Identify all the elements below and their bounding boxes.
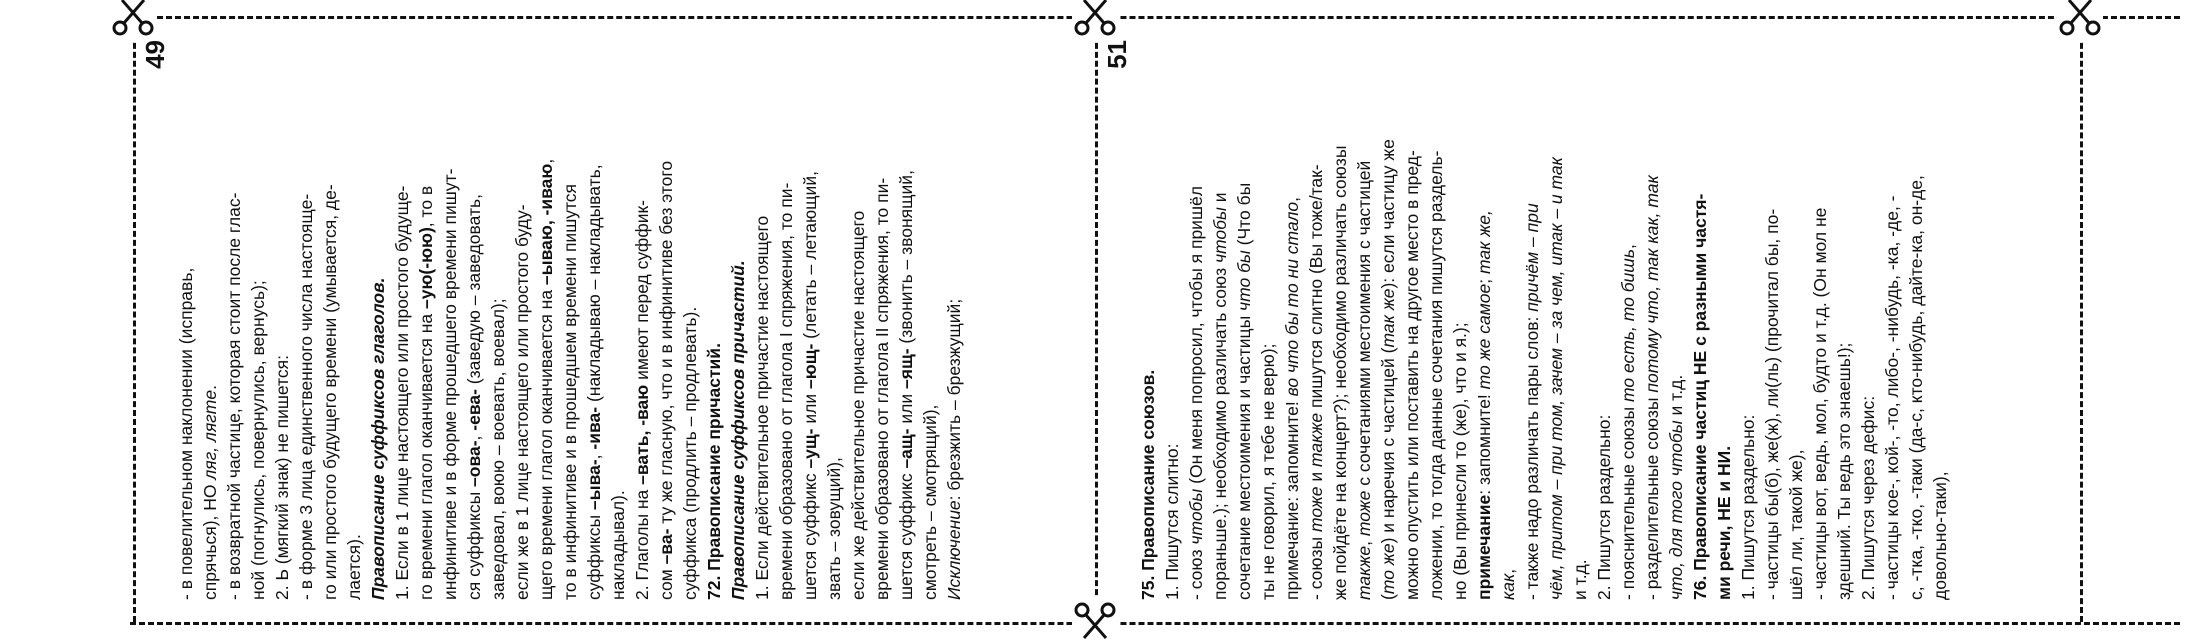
text-run: суффиксы <box>584 510 604 600</box>
text-line <box>1904 40 1928 600</box>
text-line <box>534 40 558 600</box>
text-run: щего времени глагол оканчивается на <box>536 285 556 600</box>
text-run: же пойдёте на концерт?); необходимо различать союзы <box>1330 145 1350 600</box>
text-run: с, -тка, -тко, -таки (да-с, кто-нибудь, дайте-ка, он-де, <box>1906 175 1926 600</box>
text-line <box>942 40 966 600</box>
text-line <box>366 40 390 600</box>
text-run: то же <box>1378 543 1398 595</box>
text-run: заведовал, воюю – воевать, воевал); <box>488 298 508 600</box>
text-run: во что бы то ни стало <box>1282 201 1302 397</box>
text-run: 2. Пишутся через дефис: <box>1858 395 1878 600</box>
text-run: причём – при <box>1522 203 1542 312</box>
text-run: ) и наречия с частицей ( <box>1378 347 1398 544</box>
text-run: и <box>1306 467 1326 487</box>
text-run: , <box>464 430 484 441</box>
text-run: что бы <box>1234 250 1254 311</box>
text-run: –ущ- <box>800 428 820 469</box>
text-line <box>606 40 630 600</box>
text-run: 1. Пишутся слитно: <box>1162 443 1182 600</box>
text-line <box>1880 40 1904 600</box>
text-run: то в инфинитиве и в прошедшем времени пишутся <box>560 183 580 600</box>
text-run: имеют перед суффик- <box>632 200 652 385</box>
text-run: то есть, то бишь <box>1618 248 1638 403</box>
text-run: шёл ли, такой же), <box>1786 449 1806 600</box>
text-run: , <box>1282 197 1302 202</box>
text-run: накладывал). <box>608 490 628 600</box>
text-run: так же, <box>1474 210 1494 275</box>
text-run: спрячься), НО <box>200 479 220 600</box>
text-run: также <box>1354 545 1374 600</box>
text-run: -ева- <box>464 389 484 431</box>
text-run: звать – зовущий), <box>824 457 844 600</box>
text-line <box>1424 40 1448 600</box>
text-line <box>1256 40 1280 600</box>
text-run: ): если частицу же <box>1378 139 1398 289</box>
text-run: –вать, -ваю <box>632 384 652 485</box>
text-line <box>462 40 486 600</box>
card-51 <box>1102 40 1952 600</box>
text-run: сом <box>656 564 676 600</box>
page-number: 51 <box>1102 40 1132 69</box>
text-run: - также надо различать пары слов: <box>1522 311 1542 600</box>
text-run: так же <box>1378 288 1398 348</box>
text-run: Правописание суффиксов глаголов. <box>368 277 388 600</box>
text-line <box>1736 40 1760 600</box>
text-run: если же в 1 лице настоящего или простого буду- <box>512 204 532 600</box>
text-run: здешний. Ты ведь это знаешь!); <box>1834 342 1854 600</box>
page-number: 49 <box>140 40 170 69</box>
text-run: ной (погнулись, повернулись, вернусь); <box>248 280 268 600</box>
text-run: времени образовано от глагола II спряжения, то пи- <box>872 177 892 600</box>
text-line <box>1688 40 1712 600</box>
text-run: . <box>200 385 220 390</box>
text-run: Исключение <box>944 500 964 600</box>
text-run: чтобы <box>1186 488 1206 545</box>
text-run: и <box>1210 192 1230 208</box>
text-run: - разделительные союзы <box>1642 392 1662 600</box>
text-run: - в повелительном наклонении (исправь, <box>176 267 196 600</box>
text-run: суффикса (продлить – продлевать). <box>680 306 700 600</box>
text-line <box>1400 40 1424 600</box>
text-run: 75. Правописание союзов. <box>1138 369 1158 600</box>
text-run: 76. Правописание частиц НЕ с разными частя- <box>1690 193 1710 600</box>
text-run: (накладываю – накладывать, <box>584 164 604 407</box>
text-run: 2. Глаголы на <box>632 484 652 600</box>
text-line <box>390 40 414 600</box>
text-line <box>702 40 726 600</box>
text-line <box>846 40 870 600</box>
text-run: - частицы бы(б), же(ж), ли(ль) (прочитал бы, по- <box>1762 208 1782 600</box>
text-line <box>1808 40 1832 600</box>
text-run: (звонить – звонящий, <box>896 170 916 349</box>
text-line <box>342 40 366 600</box>
text-line <box>1712 40 1736 600</box>
text-line <box>198 40 222 600</box>
text-line <box>1544 40 1568 600</box>
text-line <box>1448 40 1472 600</box>
text-line <box>894 40 918 600</box>
text-run: - союзы <box>1306 532 1326 600</box>
text-line <box>1496 40 1520 600</box>
text-line <box>318 40 342 600</box>
text-run: –ова- <box>464 440 484 487</box>
text-line <box>1784 40 1808 600</box>
text-run: –ющ- <box>800 343 820 389</box>
text-run: (Он меня попросил, чтобы я пришёл <box>1186 186 1206 489</box>
text-run: что, для того чтобы <box>1666 420 1686 600</box>
text-line <box>870 40 894 600</box>
text-line <box>1280 40 1304 600</box>
text-run: (летать – летающий, <box>800 171 820 344</box>
text-run: ляг, лягте <box>200 389 220 480</box>
text-run: го или простого будущего времени (умывается, де- <box>320 184 340 600</box>
text-run: Правописание суффиксов причастий. <box>728 260 748 600</box>
text-run: -ива- <box>584 406 604 450</box>
text-line <box>798 40 822 600</box>
text-line <box>1376 40 1400 600</box>
text-line <box>486 40 510 600</box>
text-line <box>1928 40 1952 600</box>
text-line <box>1304 40 1328 600</box>
text-line <box>1232 40 1256 600</box>
text-run: лается). <box>344 534 364 600</box>
text-line <box>1856 40 1880 600</box>
text-line <box>1832 40 1856 600</box>
text-run: 2. Пишутся раздельно: <box>1594 414 1614 600</box>
text-run: - частицы кое-, кой-, -то, либо-, -нибудь, -ка, -де, - <box>1882 195 1902 600</box>
text-run: 72. Правописание причастий. <box>704 343 724 600</box>
text-run: пораньше.); необходимо различать союз <box>1210 263 1230 600</box>
text-run: , <box>1498 568 1518 574</box>
card-body <box>150 40 966 600</box>
text-run: , <box>1618 244 1638 249</box>
text-run: 1. Если действительное причастие настоящего <box>752 215 772 600</box>
text-line <box>1616 40 1640 600</box>
text-run: ( <box>1378 594 1398 600</box>
text-run: ту же гласную, что и в инфинитиве без этого <box>656 160 676 529</box>
text-run: - в возвратной частице, которая стоит после глас- <box>224 192 244 600</box>
text-line <box>750 40 774 600</box>
text-run: или <box>896 388 916 429</box>
text-line <box>246 40 270 600</box>
text-line <box>294 40 318 600</box>
text-run: с сочетаниями местоимения с частицей <box>1354 160 1374 491</box>
text-run: шется суффикс <box>896 468 916 600</box>
text-run: смотреть – смотрящий), <box>920 404 940 600</box>
text-run: но (Вы принесли то (же), что и я.); <box>1450 322 1470 600</box>
text-run: также <box>1306 412 1326 468</box>
text-run: ся суффиксы <box>464 486 484 600</box>
text-run: –ащ- <box>896 428 916 469</box>
text-run: или <box>800 388 820 429</box>
text-run: –ва- <box>656 528 676 565</box>
text-run: пишутся слитно (Вы тоже/так- <box>1306 164 1326 413</box>
text-line <box>1136 40 1160 600</box>
text-line <box>414 40 438 600</box>
text-line <box>438 40 462 600</box>
text-run: 2. Ь (мягкий знак) не пишется: <box>272 355 292 600</box>
card-body <box>1112 40 1952 600</box>
text-line <box>1472 40 1496 600</box>
text-run: ; <box>1474 274 1494 284</box>
text-run: , <box>584 449 604 460</box>
text-run: –ую(-юю) <box>416 227 436 309</box>
text-line <box>774 40 798 600</box>
text-line <box>1328 40 1352 600</box>
text-run: ты не говорил, я тебе не верю); <box>1258 343 1278 600</box>
text-run: ложении, то тогда данные сочетания пишутся раздель- <box>1426 150 1446 600</box>
text-run: - союз <box>1186 544 1206 600</box>
text-line <box>270 40 294 600</box>
text-run: если же действительное причастие настоящего <box>848 210 868 600</box>
text-line <box>1664 40 1688 600</box>
text-run: чём, притом – при том, зачем – за чем, итак – и так <box>1546 157 1566 600</box>
text-run: можно опустить или поставить на другое место в пред- <box>1402 150 1422 600</box>
text-run: шется суффикс <box>800 468 820 600</box>
text-run: инфинитиве и в форме прошедшего времени пишут- <box>440 168 460 600</box>
text-run: времени образовано от глагола I спряжения, то пи- <box>776 182 796 600</box>
text-run: : запомните! <box>1474 389 1494 495</box>
text-run: примечание: запомните! <box>1282 396 1302 600</box>
text-line <box>222 40 246 600</box>
text-line <box>582 40 606 600</box>
text-run: го времени глагол оканчивается на <box>416 309 436 600</box>
text-run: тоже <box>1354 490 1374 537</box>
text-line <box>918 40 942 600</box>
text-run: - пояснительные союзы <box>1618 402 1638 600</box>
text-run: (заведую – заведовать, <box>464 194 484 390</box>
text-run: как <box>1498 573 1518 600</box>
text-line <box>1160 40 1184 600</box>
text-run: , то в <box>416 185 436 228</box>
text-run: - в форме 3 лица единственного числа настояще- <box>296 193 316 600</box>
text-run: –ящ- <box>896 348 916 389</box>
text-run: (Что бы <box>1234 182 1254 251</box>
text-run: и т.д. <box>1570 559 1590 600</box>
text-run: сочетание местоимения и частицы <box>1234 310 1254 600</box>
text-run: - частицы вот, ведь, мол, будто и т.д. (Он мол не <box>1810 207 1830 600</box>
text-line <box>654 40 678 600</box>
text-run: , <box>1354 536 1374 546</box>
text-run: тоже <box>1306 486 1326 533</box>
text-line <box>822 40 846 600</box>
text-line <box>1184 40 1208 600</box>
text-line <box>174 40 198 600</box>
text-run: 1. Если в 1 лице настоящего или простого будуще- <box>392 185 412 600</box>
text-line <box>1592 40 1616 600</box>
text-run: : брезжить – брезжущий; <box>944 298 964 501</box>
card-49 <box>140 40 966 600</box>
text-run: то же самое <box>1474 283 1494 390</box>
text-run: –ываю, -иваю <box>536 163 556 286</box>
text-line <box>678 40 702 600</box>
text-line <box>1640 40 1664 600</box>
text-line <box>510 40 534 600</box>
text-line <box>630 40 654 600</box>
text-line <box>1520 40 1544 600</box>
text-run: ми речи, НЕ и НИ. <box>1714 445 1734 600</box>
text-line <box>726 40 750 600</box>
text-run: потому что, так как, так <box>1642 175 1662 393</box>
text-run: , <box>536 158 556 164</box>
text-line <box>558 40 582 600</box>
text-line <box>1568 40 1592 600</box>
text-line <box>1208 40 1232 600</box>
text-run: довольно-таки), <box>1930 471 1950 600</box>
text-line <box>1352 40 1376 600</box>
text-run: чтобы <box>1210 207 1230 264</box>
text-run: –ыва- <box>584 459 604 511</box>
text-run: 1. Пишутся раздельно: <box>1738 414 1758 600</box>
text-line <box>1760 40 1784 600</box>
text-run: и т.д. <box>1666 374 1686 421</box>
text-run: примечание <box>1474 494 1494 600</box>
